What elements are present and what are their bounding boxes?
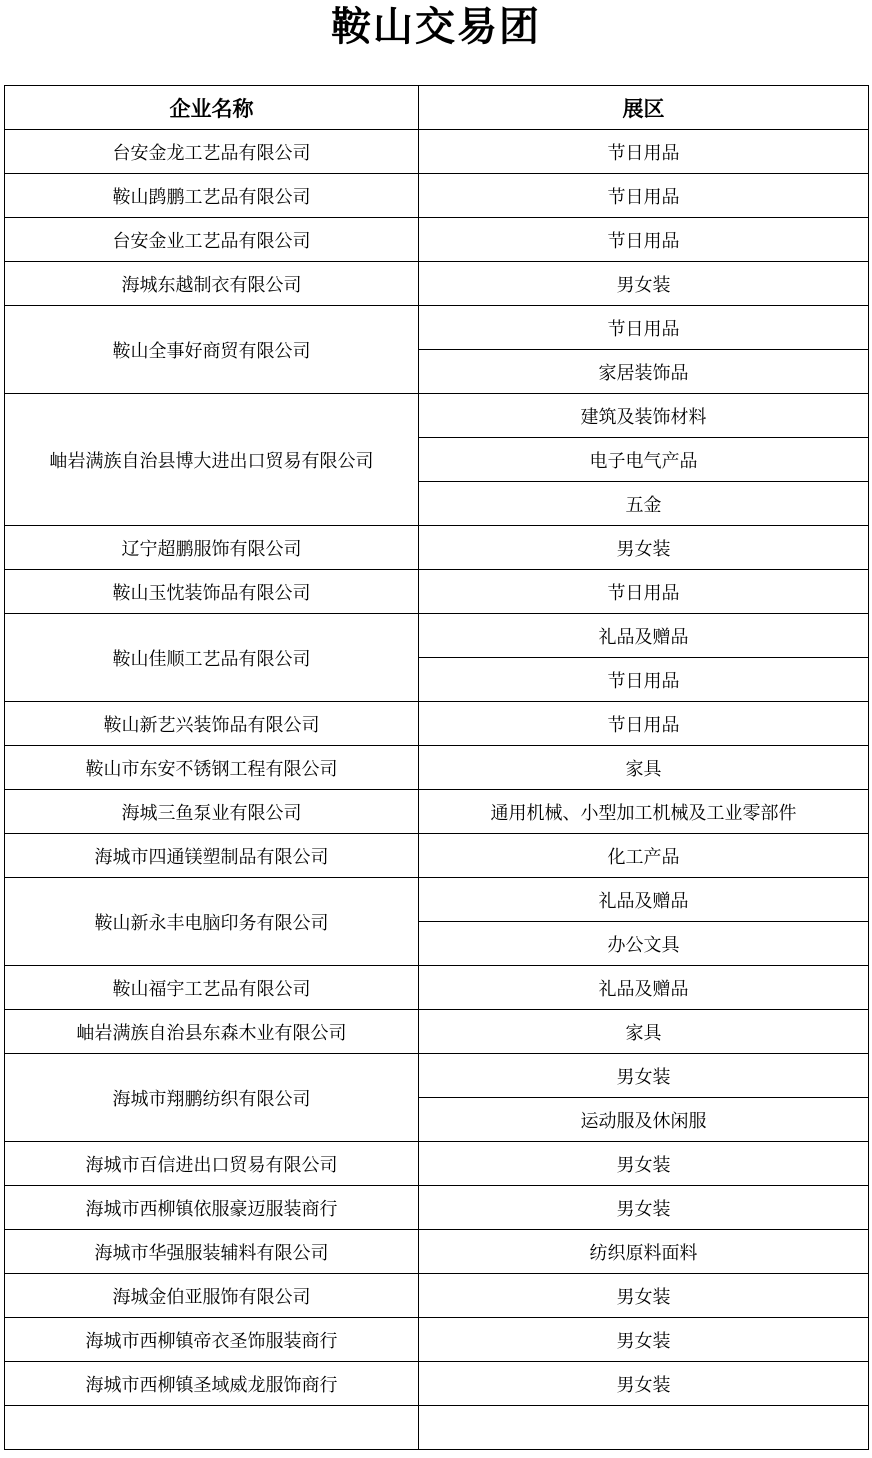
company-cell: 辽宁超鹏服饰有限公司 bbox=[5, 526, 419, 570]
area-cell: 男女装 bbox=[419, 526, 869, 570]
table-row bbox=[5, 1362, 869, 1406]
table-row bbox=[5, 1274, 869, 1318]
area-cell: 五金 bbox=[419, 482, 869, 526]
table-row bbox=[5, 130, 869, 174]
table-row bbox=[5, 1230, 869, 1274]
company-cell: 海城市翔鹏纺织有限公司 bbox=[5, 1054, 419, 1142]
area-cell: 节日用品 bbox=[419, 570, 869, 614]
table-row bbox=[5, 790, 869, 834]
area-cell: 节日用品 bbox=[419, 658, 869, 702]
table-row bbox=[5, 306, 869, 350]
area-cell: 通用机械、小型加工机械及工业零部件 bbox=[419, 790, 869, 834]
table-body bbox=[5, 130, 869, 1450]
table-row bbox=[5, 1010, 869, 1054]
table-row bbox=[5, 966, 869, 1010]
table-header-row bbox=[5, 86, 869, 130]
table-row bbox=[5, 834, 869, 878]
area-cell: 节日用品 bbox=[419, 218, 869, 262]
table-row bbox=[5, 526, 869, 570]
area-cell: 男女装 bbox=[419, 1142, 869, 1186]
company-cell: 海城市西柳镇帝衣圣饰服装商行 bbox=[5, 1318, 419, 1362]
company-cell: 岫岩满族自治县博大进出口贸易有限公司 bbox=[5, 394, 419, 526]
company-cell: 海城东越制衣有限公司 bbox=[5, 262, 419, 306]
area-cell: 建筑及装饰材料 bbox=[419, 394, 869, 438]
area-cell: 家具 bbox=[419, 1010, 869, 1054]
area-cell: 男女装 bbox=[419, 262, 869, 306]
table-row bbox=[5, 1186, 869, 1230]
area-cell: 男女装 bbox=[419, 1362, 869, 1406]
area-cell: 家居装饰品 bbox=[419, 350, 869, 394]
table-row bbox=[5, 174, 869, 218]
table-row bbox=[5, 262, 869, 306]
area-cell: 办公文具 bbox=[419, 922, 869, 966]
company-cell: 鞍山玉忱装饰品有限公司 bbox=[5, 570, 419, 614]
company-cell: 海城市西柳镇依服豪迈服装商行 bbox=[5, 1186, 419, 1230]
table-row bbox=[5, 1318, 869, 1362]
table-row bbox=[5, 218, 869, 262]
table-row bbox=[5, 878, 869, 922]
area-cell: 节日用品 bbox=[419, 306, 869, 350]
area-cell: 男女装 bbox=[419, 1318, 869, 1362]
area-cell: 男女装 bbox=[419, 1274, 869, 1318]
area-cell: 节日用品 bbox=[419, 130, 869, 174]
header-area: 展区 bbox=[419, 86, 869, 130]
company-cell bbox=[5, 1406, 419, 1450]
area-cell: 家具 bbox=[419, 746, 869, 790]
table-row bbox=[5, 702, 869, 746]
area-cell: 礼品及赠品 bbox=[419, 966, 869, 1010]
table-row bbox=[5, 746, 869, 790]
company-cell: 海城三鱼泵业有限公司 bbox=[5, 790, 419, 834]
area-cell bbox=[419, 1406, 869, 1450]
area-cell: 男女装 bbox=[419, 1054, 869, 1098]
area-cell: 礼品及赠品 bbox=[419, 878, 869, 922]
table-row bbox=[5, 1406, 869, 1450]
table-row bbox=[5, 1054, 869, 1098]
company-cell: 海城市西柳镇圣域威龙服饰商行 bbox=[5, 1362, 419, 1406]
area-cell: 节日用品 bbox=[419, 174, 869, 218]
table-row bbox=[5, 570, 869, 614]
company-cell: 海城市四通镁塑制品有限公司 bbox=[5, 834, 419, 878]
area-cell: 电子电气产品 bbox=[419, 438, 869, 482]
page-title: 鞍山交易团 bbox=[331, 4, 541, 50]
table-row bbox=[5, 1142, 869, 1186]
company-cell: 海城金伯亚服饰有限公司 bbox=[5, 1274, 419, 1318]
company-cell: 鞍山福宇工艺品有限公司 bbox=[5, 966, 419, 1010]
company-cell: 台安金业工艺品有限公司 bbox=[5, 218, 419, 262]
company-cell: 海城市百信进出口贸易有限公司 bbox=[5, 1142, 419, 1186]
company-cell: 鞍山新艺兴装饰品有限公司 bbox=[5, 702, 419, 746]
company-cell: 岫岩满族自治县东森木业有限公司 bbox=[5, 1010, 419, 1054]
area-cell: 礼品及赠品 bbox=[419, 614, 869, 658]
header-company: 企业名称 bbox=[5, 86, 419, 130]
table-row bbox=[5, 394, 869, 438]
company-cell: 鞍山全事好商贸有限公司 bbox=[5, 306, 419, 394]
area-cell: 纺织原料面料 bbox=[419, 1230, 869, 1274]
company-cell: 鞍山新永丰电脑印务有限公司 bbox=[5, 878, 419, 966]
company-cell: 鞍山市东安不锈钢工程有限公司 bbox=[5, 746, 419, 790]
company-cell: 台安金龙工艺品有限公司 bbox=[5, 130, 419, 174]
area-cell: 化工产品 bbox=[419, 834, 869, 878]
company-cell: 鞍山鹍鹏工艺品有限公司 bbox=[5, 174, 419, 218]
area-cell: 节日用品 bbox=[419, 702, 869, 746]
exhibitor-table bbox=[4, 85, 869, 1450]
table-row bbox=[5, 614, 869, 658]
area-cell: 男女装 bbox=[419, 1186, 869, 1230]
area-cell: 运动服及休闲服 bbox=[419, 1098, 869, 1142]
company-cell: 海城市华强服装辅料有限公司 bbox=[5, 1230, 419, 1274]
company-cell: 鞍山佳顺工艺品有限公司 bbox=[5, 614, 419, 702]
